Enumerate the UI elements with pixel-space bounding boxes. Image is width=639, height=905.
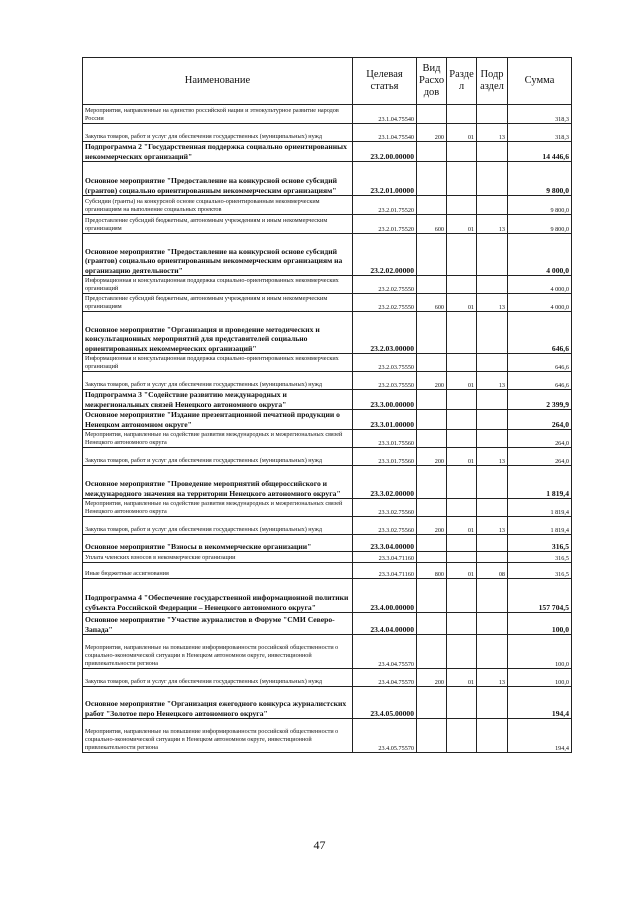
- row-name: Основное мероприятие "Участие журналистов в Форуме "СМИ Северо-Запада": [83, 613, 353, 635]
- row-name: Иные бюджетные ассигнования: [83, 563, 353, 579]
- row-section: 01: [447, 669, 477, 687]
- header-amount: Сумма: [508, 58, 572, 105]
- row-amount: 4 000,0: [508, 276, 572, 294]
- row-expense-type: [417, 234, 447, 276]
- header-target-article: Целевая статья: [353, 58, 417, 105]
- row-target-article: 23.4.00.00000: [353, 579, 417, 613]
- row-amount: 318,3: [508, 124, 572, 142]
- table-row-program: [83, 142, 572, 162]
- row-subsection: [477, 719, 508, 753]
- row-target-article: 23.3.02.00000: [353, 466, 417, 499]
- row-expense-type: [417, 613, 447, 635]
- row-target-article: 23.3.01.75560: [353, 448, 417, 466]
- row-expense-type: [417, 719, 447, 753]
- row-target-article: 23.2.01.75520: [353, 215, 417, 234]
- row-expense-type: [417, 105, 447, 124]
- row-expense-type: [417, 142, 447, 162]
- row-subsection: [477, 234, 508, 276]
- row-subsection: 13: [477, 517, 508, 535]
- row-expense-type: [417, 354, 447, 372]
- row-target-article: 23.3.04.00000: [353, 535, 417, 552]
- row-name: Основное мероприятие "Предоставление на конкурсной основе субсидий (грантов) социально ориентированным некоммерческим организациям": [83, 162, 353, 196]
- table-row: [83, 517, 572, 535]
- row-amount: 9 800,0: [508, 196, 572, 215]
- row-name: Мероприятия, направленные на повышение информированности российской общественности о социально-экономической ситуации в Ненецком автономном округе, инвестиционной привлекательности региона: [83, 719, 353, 753]
- table-row: [83, 196, 572, 215]
- row-section: [447, 552, 477, 563]
- row-expense-type: [417, 390, 447, 410]
- row-section: [447, 142, 477, 162]
- row-expense-type: [417, 687, 447, 719]
- table-row: [83, 105, 572, 124]
- row-expense-type: [417, 499, 447, 517]
- row-amount: 100,0: [508, 669, 572, 687]
- row-section: [447, 535, 477, 552]
- row-expense-type: [417, 635, 447, 669]
- row-target-article: 23.2.02.75550: [353, 294, 417, 312]
- row-subsection: [477, 635, 508, 669]
- row-target-article: 23.2.03.75550: [353, 372, 417, 390]
- row-name: Предоставление субсидий бюджетным, автономным учреждениям и иным некоммерческим организациям: [83, 215, 353, 234]
- table-row: [83, 124, 572, 142]
- row-section: [447, 719, 477, 753]
- row-expense-type: 200: [417, 372, 447, 390]
- table-row: [83, 372, 572, 390]
- row-expense-type: 600: [417, 215, 447, 234]
- row-target-article: 23.2.02.00000: [353, 234, 417, 276]
- row-subsection: 13: [477, 294, 508, 312]
- row-target-article: 23.4.04.75570: [353, 669, 417, 687]
- row-expense-type: [417, 410, 447, 430]
- row-subsection: [477, 499, 508, 517]
- row-amount: 316,5: [508, 552, 572, 563]
- row-section: [447, 499, 477, 517]
- row-amount: 318,3: [508, 105, 572, 124]
- row-expense-type: 200: [417, 448, 447, 466]
- row-subsection: [477, 276, 508, 294]
- row-section: [447, 687, 477, 719]
- row-name: Основное мероприятие "Организация и проведение методических и консультационных мероприятий для представителей социально ориентированных некоммерческих организаций": [83, 312, 353, 354]
- row-expense-type: [417, 466, 447, 499]
- row-name: Субсидии (гранты) на конкурсной основе социально-ориентированным некоммерческим организациям на выполнение социальных проектов: [83, 196, 353, 215]
- row-name: Закупка товаров, работ и услуг для обеспечения государственных (муниципальных) нужд: [83, 124, 353, 142]
- row-expense-type: 200: [417, 124, 447, 142]
- row-name: Мероприятия, направленные на содействие развития международных и межрегиональных связей Ненецкого автономного округа: [83, 499, 353, 517]
- header-expense-type: Вид Расхо дов: [417, 58, 447, 105]
- row-subsection: [477, 535, 508, 552]
- row-expense-type: [417, 196, 447, 215]
- table-row-program: [83, 579, 572, 613]
- table-row: [83, 552, 572, 563]
- row-subsection: [477, 410, 508, 430]
- row-section: 01: [447, 124, 477, 142]
- row-subsection: [477, 390, 508, 410]
- row-amount: 157 704,5: [508, 579, 572, 613]
- row-name: Информационная и консультационная поддержка социально-ориентированных некоммерческих организаций: [83, 354, 353, 372]
- row-name: Подпрограмма 2 "Государственная поддержка социально ориентированных некоммерческих организаций": [83, 142, 353, 162]
- row-expense-type: [417, 579, 447, 613]
- table-row: [83, 354, 572, 372]
- row-target-article: 23.4.05.75570: [353, 719, 417, 753]
- row-name: Основное мероприятие "Проведение мероприятий общероссийского и международного значения на территории Ненецкого автономного округа": [83, 466, 353, 499]
- row-name: Уплата членских взносов в некоммерческие организации: [83, 552, 353, 563]
- row-name: Закупка товаров, работ и услуг для обеспечения государственных (муниципальных) нужд: [83, 448, 353, 466]
- row-expense-type: 200: [417, 669, 447, 687]
- row-amount: 194,4: [508, 719, 572, 753]
- table-row-program: [83, 535, 572, 552]
- row-name: Закупка товаров, работ и услуг для обеспечения государственных (муниципальных) нужд: [83, 372, 353, 390]
- table-row-program: [83, 466, 572, 499]
- row-amount: 1 819,4: [508, 517, 572, 535]
- row-amount: 646,6: [508, 354, 572, 372]
- row-name: Информационная и консультационная поддержка социально-ориентированных некоммерческих организаций: [83, 276, 353, 294]
- table-row: [83, 276, 572, 294]
- row-name: Основное мероприятие "Взносы в некоммерческие организации": [83, 535, 353, 552]
- table-row-program: [83, 312, 572, 354]
- row-amount: 100,0: [508, 613, 572, 635]
- row-section: [447, 466, 477, 499]
- row-amount: 100,0: [508, 635, 572, 669]
- row-target-article: 23.3.00.00000: [353, 390, 417, 410]
- row-section: [447, 196, 477, 215]
- table-header-row: [83, 58, 572, 105]
- row-section: 01: [447, 372, 477, 390]
- table-row-program: [83, 613, 572, 635]
- row-subsection: [477, 687, 508, 719]
- row-expense-type: [417, 552, 447, 563]
- row-section: 01: [447, 294, 477, 312]
- row-target-article: 23.2.03.75550: [353, 354, 417, 372]
- row-target-article: 23.2.01.00000: [353, 162, 417, 196]
- row-subsection: 13: [477, 215, 508, 234]
- row-amount: 14 446,6: [508, 142, 572, 162]
- row-section: [447, 613, 477, 635]
- row-expense-type: [417, 430, 447, 448]
- row-name: Основное мероприятие "Предоставление на конкурсной основе субсидий (грантов) социально ориентированным некоммерческим организациям на организацию деятельности": [83, 234, 353, 276]
- row-target-article: 23.2.00.00000: [353, 142, 417, 162]
- row-target-article: 23.2.03.00000: [353, 312, 417, 354]
- table-row-program: [83, 162, 572, 196]
- row-target-article: 23.3.01.75560: [353, 430, 417, 448]
- row-subsection: [477, 142, 508, 162]
- row-section: [447, 635, 477, 669]
- row-name: Подпрограмма 4 "Обеспечение государственной информационной политики субъекта Российской Федерации – Ненецкого автономного округа": [83, 579, 353, 613]
- row-expense-type: [417, 535, 447, 552]
- row-target-article: 23.2.01.75520: [353, 196, 417, 215]
- row-name: Закупка товаров, работ и услуг для обеспечения государственных (муниципальных) нужд: [83, 669, 353, 687]
- table-row-program: [83, 410, 572, 430]
- table-row: [83, 635, 572, 669]
- row-section: [447, 105, 477, 124]
- row-subsection: [477, 466, 508, 499]
- table-row: [83, 430, 572, 448]
- table-row-program: [83, 390, 572, 410]
- row-target-article: 23.3.01.00000: [353, 410, 417, 430]
- row-amount: 4 000,0: [508, 234, 572, 276]
- row-subsection: 08: [477, 563, 508, 579]
- row-name: Мероприятия, направленные на единство российской нации и этнокультурное развитие народов России: [83, 105, 353, 124]
- row-subsection: [477, 196, 508, 215]
- row-section: 01: [447, 448, 477, 466]
- table-row: [83, 563, 572, 579]
- row-section: [447, 354, 477, 372]
- row-section: [447, 390, 477, 410]
- row-name: Мероприятия, направленные на содействие развития международных и межрегиональных связей Ненецкого автономного округа: [83, 430, 353, 448]
- row-section: 01: [447, 517, 477, 535]
- page-number: 47: [313, 838, 326, 852]
- row-target-article: 23.4.05.00000: [353, 687, 417, 719]
- table-row: [83, 669, 572, 687]
- row-subsection: 13: [477, 372, 508, 390]
- row-section: [447, 579, 477, 613]
- row-section: [447, 162, 477, 196]
- table-row: [83, 448, 572, 466]
- row-amount: 316,5: [508, 563, 572, 579]
- row-subsection: 13: [477, 124, 508, 142]
- row-amount: 646,6: [508, 312, 572, 354]
- row-name: Основное мероприятие "Организация ежегодного конкурса журналистских работ "Золотое перо Ненецкого автономного округа": [83, 687, 353, 719]
- row-amount: 4 000,0: [508, 294, 572, 312]
- row-amount: 1 819,4: [508, 499, 572, 517]
- header-section: Разде л: [447, 58, 477, 105]
- row-subsection: [477, 613, 508, 635]
- table-row-program: [83, 687, 572, 719]
- row-name: Предоставление субсидий бюджетным, автономным учреждениям и иным некоммерческим организациям: [83, 294, 353, 312]
- row-amount: 264,0: [508, 410, 572, 430]
- budget-table: [82, 57, 572, 753]
- row-expense-type: 200: [417, 517, 447, 535]
- row-section: [447, 234, 477, 276]
- row-amount: 194,4: [508, 687, 572, 719]
- row-amount: 316,5: [508, 535, 572, 552]
- row-subsection: [477, 105, 508, 124]
- row-subsection: [477, 354, 508, 372]
- table-row: [83, 719, 572, 753]
- row-target-article: 23.2.02.75550: [353, 276, 417, 294]
- table-row: [83, 499, 572, 517]
- row-amount: 1 819,4: [508, 466, 572, 499]
- header-name: Наименование: [83, 58, 353, 105]
- row-subsection: [477, 552, 508, 563]
- header-subsection: Подр аздел: [477, 58, 508, 105]
- row-name: Подпрограмма 3 "Содействие развитию международных и межрегиональных связей Ненецкого автономного округа": [83, 390, 353, 410]
- row-expense-type: [417, 162, 447, 196]
- row-amount: 9 800,0: [508, 162, 572, 196]
- row-name: Закупка товаров, работ и услуг для обеспечения государственных (муниципальных) нужд: [83, 517, 353, 535]
- row-amount: 264,0: [508, 448, 572, 466]
- row-target-article: 23.3.04.71160: [353, 563, 417, 579]
- row-section: [447, 276, 477, 294]
- row-section: [447, 410, 477, 430]
- table-row: [83, 215, 572, 234]
- row-subsection: 13: [477, 448, 508, 466]
- row-target-article: 23.3.02.75560: [353, 517, 417, 535]
- row-section: 01: [447, 215, 477, 234]
- row-subsection: [477, 312, 508, 354]
- row-amount: 9 800,0: [508, 215, 572, 234]
- row-subsection: [477, 430, 508, 448]
- row-target-article: 23.3.02.75560: [353, 499, 417, 517]
- row-subsection: [477, 162, 508, 196]
- row-expense-type: [417, 276, 447, 294]
- row-target-article: 23.4.04.75570: [353, 635, 417, 669]
- row-section: [447, 312, 477, 354]
- row-section: 01: [447, 563, 477, 579]
- row-subsection: 13: [477, 669, 508, 687]
- row-expense-type: [417, 312, 447, 354]
- row-expense-type: 600: [417, 294, 447, 312]
- row-name: Основное мероприятие "Издание презентационной печатной продукции о Ненецком автономном округе": [83, 410, 353, 430]
- row-name: Мероприятия, направленные на повышение информированности российской общественности о социально-экономической ситуации в Ненецком автономном округе, инвестиционной привлекательности региона: [83, 635, 353, 669]
- row-target-article: 23.1.04.75540: [353, 105, 417, 124]
- row-target-article: 23.4.04.00000: [353, 613, 417, 635]
- row-amount: 264,0: [508, 430, 572, 448]
- row-expense-type: 800: [417, 563, 447, 579]
- table-row-program: [83, 234, 572, 276]
- row-target-article: 23.1.04.75540: [353, 124, 417, 142]
- row-amount: 646,6: [508, 372, 572, 390]
- row-subsection: [477, 579, 508, 613]
- row-amount: 2 399,9: [508, 390, 572, 410]
- row-section: [447, 430, 477, 448]
- row-target-article: 23.3.04.71160: [353, 552, 417, 563]
- table-row: [83, 294, 572, 312]
